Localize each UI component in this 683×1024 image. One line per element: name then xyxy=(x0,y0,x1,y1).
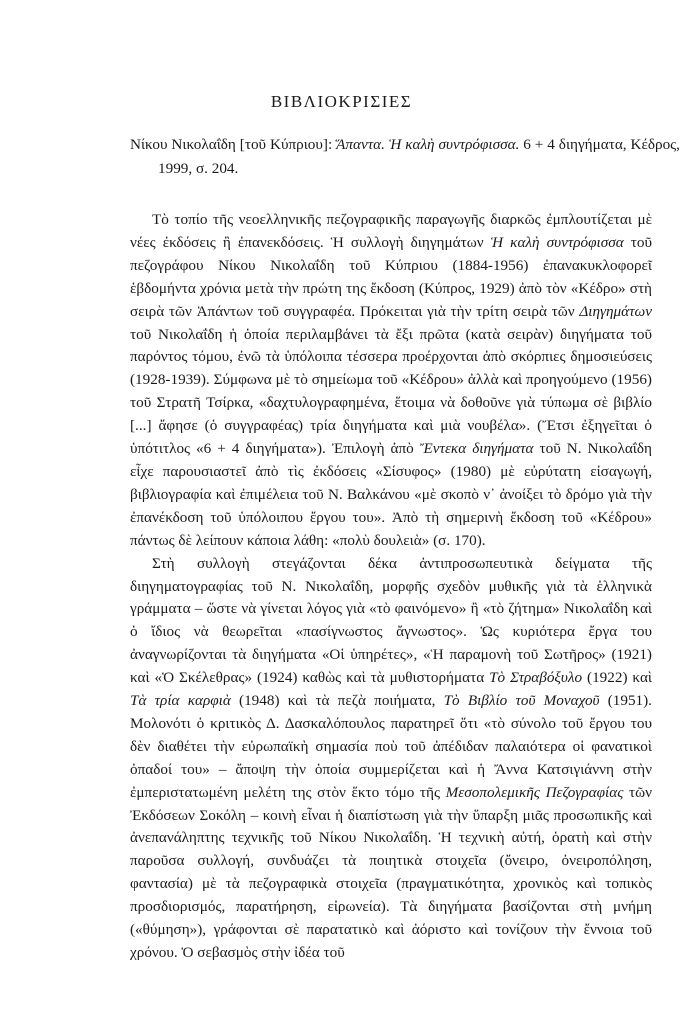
italic-text-run: Τὸ Βιβλίο τοῦ Μοναχοῦ xyxy=(443,692,600,710)
review-paragraph-1 xyxy=(130,209,652,553)
review-paragraph-2 xyxy=(130,553,652,965)
italic-text-run: Διηγημάτων xyxy=(579,302,652,320)
text-run: τῶν Ἐκδόσεων Σοκόλη – κοινὴ εἶναι ἡ διαπίστωση γιὰ τὴν ὕπαρξη μιᾶς προσωπικῆς καὶ ἀνεπανάληπτης τεχνικῆς τοῦ Νίκου Νικολαΐδη. Ἡ τεχνικὴ αὐτή, ὁρατὴ καὶ στὴν παροῦσα συλλογή, συνδυάζει τὰ ποιητικὰ στοιχεῖα (ὄνειρο, ὀνειροπόληση, φαντασία) μὲ τὰ πεζογραφικὰ στοιχεῖα (πραγματικότητα, χρονικὸς καὶ τοπικὸς προσδιορισμός, παρατήρηση, εἰρωνεία). Τὰ διηγήματα βασίζονται στὴ μνήμη («θύμηση»), γράφονται σὲ παρατατικὸ καὶ ἀόριστο καὶ τονίζουν τὴν ἔννοια τοῦ χρόνου. Ὁ σεβασμὸς στὴν ἰδέα τοῦ xyxy=(130,783,652,961)
text-run: Τὸ τοπίο τῆς νεοελληνικῆς πεζογραφικῆς παραγωγῆς διαρκῶς ἐμπλουτίζεται μὲ νέες ἐκδόσεις ἢ ἐπανεκδόσεις. Ἡ συλλογὴ διηγημάτων xyxy=(130,211,652,251)
text-run: (1948) καὶ τὰ πεζὰ ποιήματα, xyxy=(230,692,444,710)
text-run: τοῦ πεζογράφου Νίκου Νικολαΐδη τοῦ Κύπριου (1884-1956) ἐπανακυκλοφορεῖ ἑβδομήντα χρόνια μετὰ τὴν πρώτη της ἔκδοση (Κύπρος, 1929) ἀπὸ τὸν «Κέδρο» στὴ σειρὰ τῶν Ἁπάντων τοῦ συγγραφέα. Πρόκειται γιὰ τὴν τρίτη σειρὰ τῶν xyxy=(130,233,653,320)
review-body xyxy=(130,209,652,965)
italic-text-run: Τὸ Στραβόξυλο xyxy=(489,669,583,687)
italic-text-run: Ἔντεκα διηγήματα xyxy=(419,440,534,458)
italic-text-run: Μεσοπολεμικῆς Πεζογραφίας xyxy=(445,783,624,801)
italic-text-run: Ἡ καλὴ συντρόφισσα xyxy=(490,233,624,251)
text-run: τοῦ Νικολαΐδη ἡ ὁποία περιλαμβάνει τὰ ἔξι πρῶτα (κατὰ σειρὰν) διηγήματα τοῦ παρόντος τόμου, ἐνῶ τὰ ὑπόλοιπα τέσσερα προέρχονται ἀπὸ σκόρπιες δημοσιεύσεις (1928-1939). Σύμφωνα μὲ τὸ σημείωμα τοῦ «Κέδρου» ἀλλὰ καὶ προηγούμενο (1956) τοῦ Στρατῆ Τσίρκα, «δαχτυλογραφημένα, ἕτοιμα νὰ δοθοῦνε γιὰ τύπωμα σὲ βιβλίο [...] ἄφησε (ὁ συγγραφέας) τρία διηγήματα καὶ μιὰ νουβέλα». (Ἔτσι ἐξηγεῖται ὁ ὑπότιτλος «6 + 4 διηγήματα»). Ἐπιλογὴ ἀπὸ xyxy=(130,325,652,458)
citation-author: Νίκου Νικολαΐδη [τοῦ Κύπριου]: xyxy=(130,136,337,153)
text-run: (1922) καὶ xyxy=(582,669,652,687)
citation-details: 6 + 4 διηγήματα, Κέδρος, 1999, σ. 204. xyxy=(158,136,680,177)
text-run: Στὴ συλλογὴ στεγάζονται δέκα ἀντιπροσωπευτικὰ δείγματα τῆς διηγηματογραφίας τοῦ Ν. Νικολαΐδη, μορφῆς σχεδὸν μυθικῆς γιὰ τὰ ἑλληνικὰ γράμματα – ὥστε νὰ γίνεται λόγος γιὰ «τὸ φαινόμενο» ἢ «τὸ ζήτημα» Νικολαΐδη καὶ ὁ ἴδιος νὰ θεωρεῖται «πασίγνωστος ἄγνωστος». Ὡς κυριότερα ἔργα του ἀναγνωρίζονται τὰ διηγήματα «Οἱ ὑπηρέτες», «Ἡ παραμονὴ τοῦ Σωτῆρος» (1921) καὶ «Ὁ Σκέλεθρας» (1924) καθὼς καὶ τὰ μυθιστορήματα xyxy=(130,554,652,687)
italic-text-run: Τὰ τρία καρφιὰ xyxy=(130,692,231,710)
text-run: (1951). Μολονότι ὁ κριτικὸς Δ. Δασκαλόπουλος παρατηρεῖ ὅτι «τὸ σύνολο τοῦ ἔργου του δὲν διαθέτει τὴν εὐρωπαϊκὴ σημασία ποὺ τοῦ ἀπέδιδαν παλαιότερα οἱ φανατικοὶ ὀπαδοί του» – ἄποψη τὴν ὁποία συμμερίζεται καὶ ἡ Ἄννα Κατσιγιάννη στὴν ἐμπεριστατωμένη μελέτη της στὸν ἕκτο τόμο τῆς xyxy=(130,692,652,801)
text-run: τοῦ Ν. Νικολαΐδη εἶχε παρουσιαστεῖ ἀπὸ τὶς ἐκδόσεις «Σίσυφος» (1980) μὲ εὐρύτατη εἰσαγωγή, βιβλιογραφία καὶ ἐπιμέλεια τοῦ Ν. Βαλκάνου «μὲ σκοπὸ ν᾿ ἀνοίξει τὸ δρόμο γιὰ τὴν ἐπανέκδοση τοῦ ὑπόλοιπου ἔργου του». Ἀπὸ τὴ σημερινὴ ἔκδοση τοῦ «Κέδρου» πάντως δὲ λείπουν κάποια λάθη: «πολὺ δουλειὰ» (σ. 170). xyxy=(130,440,652,549)
section-title: ΒΙΒΛΙΟΚΡΙΣΙΕΣ xyxy=(270,92,413,111)
book-citation xyxy=(130,133,680,181)
citation-title: Ἅπαντα. Ἡ καλὴ συντρόφισσα. xyxy=(336,136,520,153)
